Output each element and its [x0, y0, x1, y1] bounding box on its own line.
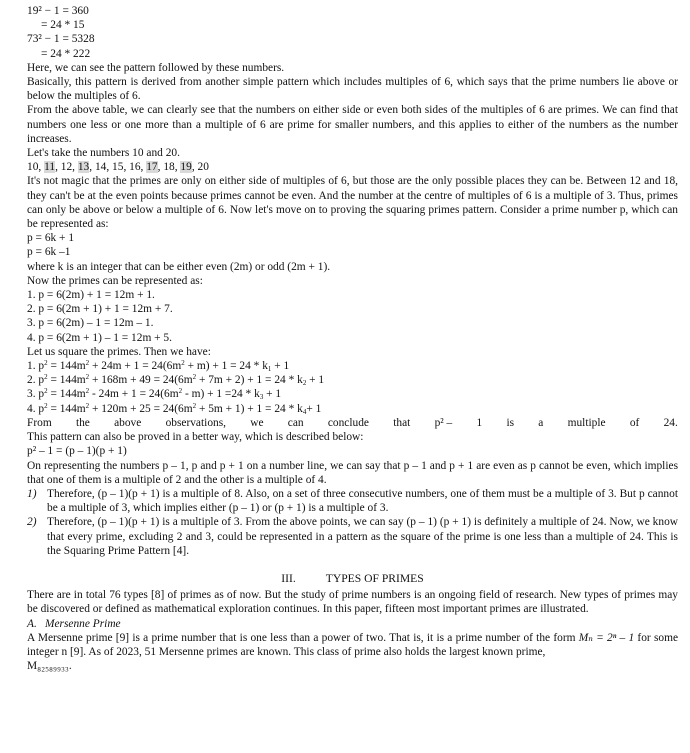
conclusion-word: the — [75, 416, 90, 429]
conclusion-word: From — [27, 416, 52, 429]
intro-paragraph-2: Basically, this pattern is derived from another simple pattern which includes multiples of 6, which says that the prime numbers lie above or below the multiples of 6. — [27, 76, 678, 103]
conclusion-word: a — [538, 416, 544, 429]
item-marker: 1) — [27, 487, 37, 500]
primes-list-item: 4. p = 6(2m + 1) – 1 = 12m + 5. — [27, 331, 172, 344]
largest-prime: M₈₂₅₈₉₉₃₃. — [27, 660, 72, 673]
types-paragraph: There are in total 76 types [8] of primes as of now. But the study of prime numbers is an ongoing field of research. New types of primes may be discovered or defined as mathematical exploration continues. In this paper, fifteen most important primes are illustrated. — [27, 589, 678, 616]
conclusion-word: p² – — [434, 416, 453, 429]
conclusion-word: multiple — [567, 416, 606, 429]
conclusion-line — [27, 416, 678, 430]
sequence-number: 16 — [129, 161, 141, 174]
item-text: Therefore, (p – 1)(p + 1) is a multiple of 3. From the above points, we can say (p – 1) (p + 1) is definitely a multiple of 24. Now, we know that every prime, excluding 2 and 3, could be represented in a pattern as the square of the prime is one less than a multiple of 24. This is the Squaring Prime Pattern [4]. — [47, 516, 678, 557]
section-title: TYPES OF PRIMES — [325, 571, 424, 585]
mersenne-formula: Mₙ = 2ⁿ – 1 — [578, 631, 635, 644]
primes-list-item: 2. p = 6(2m + 1) + 1 = 12m + 7. — [27, 303, 173, 316]
intro-paragraph-3: From the above table, we can clearly see that the numbers on either side or even both sides of the multiples of 6 are primes. We can find that numbers one less or one more than a multiple of 6 are prime for smaller numbers, and this applies to either of the numbers as the number increases. — [27, 104, 678, 145]
numbered-item-1 — [27, 487, 678, 515]
squares-list — [27, 359, 678, 416]
conclusion-word: of — [629, 416, 640, 429]
subsection-heading — [27, 617, 678, 631]
sequence-number: 18 — [163, 161, 175, 174]
subsection-title: Mersenne Prime — [45, 617, 121, 630]
sequence-number: 15 — [112, 161, 124, 174]
mersenne-text-pre: A Mersenne prime [9] is a prime number that is one less than a power of two. That is, it is a prime number of the form — [27, 631, 579, 644]
calc-line-1: 19² − 1 = 360 — [27, 5, 89, 17]
item-marker: 2) — [27, 516, 37, 529]
number-line-paragraph: On representing the numbers p – 1, p and p + 1 on a number line, we can say that p – 1 and p + 1 are even as p cannot be even, which implies that one of them is a multiple of 2 and the other is a multiple of 4. — [27, 459, 678, 486]
primes-list — [27, 288, 678, 345]
square-intro-line: Let us square the primes. Then we have: — [27, 345, 211, 358]
highlighted-prime: 11 — [44, 161, 56, 174]
identity-line: p² – 1 = (p – 1)(p + 1) — [27, 445, 127, 458]
conclusion-word: we — [250, 416, 264, 429]
conclusion-word: observations, — [165, 416, 226, 429]
section-number: III. — [281, 571, 296, 585]
calc-line-4: = 24 * 222 — [41, 47, 91, 60]
sequence-number: 10 — [27, 161, 39, 174]
sequence-number: 20 — [197, 161, 209, 174]
prime-form-2: p = 6k –1 — [27, 246, 71, 259]
calc-line-3: 73² − 1 = 5328 — [27, 33, 95, 46]
highlighted-prime: 19 — [180, 161, 192, 174]
highlighted-prime: 13 — [77, 161, 90, 174]
prime-form-1: p = 6k + 1 — [27, 232, 75, 245]
magic-paragraph: It's not magic that the primes are only on either side of multiples of 6, but those are the only possible places they can be. Between 12 and 18, they can't be at the even points because primes cannot be even. And the number at the centre of multiples of 6 is a multiple of 3. Thus, primes can only be above or below a multiple of 6. Now let's move on to proving the squaring primes pattern. Consider a prime number p, which can be represented as: — [27, 175, 678, 231]
mersenne-text-post: for some integer n [9]. As of 2023, 51 Mersenne primes are known. This class of prime also holds the largest known prime, — [27, 631, 679, 658]
conclusion-word: 24. — [663, 416, 678, 429]
subsection-letter: A. — [27, 617, 37, 630]
sequence-number: 14 — [94, 161, 107, 174]
conclusion-word: 1 — [476, 416, 483, 429]
conclusion-word: is — [506, 416, 515, 429]
now-primes-line: Now the primes can be represented as: — [27, 274, 203, 287]
conclusion-word: conclude — [327, 416, 369, 429]
where-k-line: where k is an integer that can be either even (2m) or odd (2m + 1). — [27, 260, 331, 273]
square-row: 4. $p^2 = 144m^2 + 120m + 25 = 24(6m^2 + 5m + 1) + 1 = 24 * k_4+ 1$ — [27, 401, 322, 416]
numbered-item-2 — [27, 515, 678, 558]
better-way-line: This pattern can also be proved in a better way, which is described below: — [27, 431, 364, 444]
square-row: 1. $p^2 = 144m^2 + 24m + 1 = 24(6m^2 + m) + 1 = 24 * k_1 + 1$ — [27, 359, 290, 374]
square-row: 3. $p^2 = 144m^2 - 24m + 1 = 24(6m^2 - m) + 1 =24 * k_3 + 1$ — [27, 387, 282, 402]
intro-paragraph-4: Let's take the numbers 10 and 20. — [27, 147, 180, 160]
conclusion-word: that — [393, 416, 411, 429]
mersenne-paragraph — [27, 631, 678, 659]
highlighted-prime: 17 — [146, 161, 158, 174]
square-row: 2. $p^2 = 144m^2 + 168m + 49 = 24(6m^2 + 7m + 2) + 1 = 24 * k_2 + 1$ — [27, 373, 325, 388]
conclusion-word: above — [114, 416, 142, 429]
item-text: Therefore, (p – 1)(p + 1) is a multiple of 8. Also, on a set of three consecutive numbers, one of them must be a multiple of 3. But p cannot be a multiple of 3, which implies either (p – 1) or (p + 1) is a multiple of 3. — [47, 487, 678, 515]
primes-list-item: 1. p = 6(2m) + 1 = 12m + 1. — [27, 289, 155, 302]
conclusion-word: can — [287, 416, 304, 429]
section-heading — [27, 572, 678, 586]
sequence-number: 12 — [60, 161, 73, 174]
calc-line-2: = 24 * 15 — [41, 19, 85, 32]
largest-prime-line — [27, 659, 678, 673]
calc-block — [27, 4, 678, 61]
number-sequence: 10, 11, 12, 13, 14, 15, 16, 17, 18, 19, 20 — [27, 161, 209, 174]
primes-list-item: 3. p = 6(2m) – 1 = 12m – 1. — [27, 317, 154, 330]
intro-paragraph-1: Here, we can see the pattern followed by these numbers. — [27, 61, 285, 74]
